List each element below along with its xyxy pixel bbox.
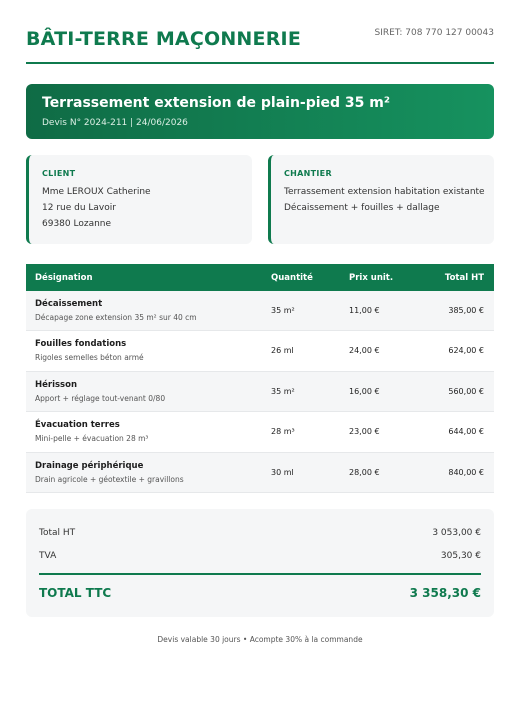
- item-quantity: 35 m²: [271, 306, 295, 315]
- item-total: 840,00 €: [448, 467, 484, 477]
- col-quantity: Quantité: [271, 273, 313, 283]
- item-description: Décapage zone extension 35 m² sur 40 cm: [35, 313, 197, 322]
- site-line-1: Terrassement extension habitation existante: [284, 187, 485, 197]
- quote-number-date: Devis N° 2024-211 | 24/06/2026: [42, 118, 188, 128]
- item-name: Décaissement: [35, 299, 103, 309]
- item-unit-price: 23,00 €: [349, 427, 380, 437]
- quote-banner: [26, 84, 494, 139]
- item-unit-price: 24,00 €: [349, 346, 380, 356]
- total-ht-value: 3 053,00 €: [432, 528, 481, 538]
- site-heading: CHANTIER: [284, 169, 332, 178]
- item-description: Drain agricole + géotextile + gravillons: [35, 474, 184, 484]
- item-quantity: 30 ml: [271, 467, 294, 477]
- total-ttc-value: 3 358,30 €: [409, 586, 481, 600]
- client-heading: CLIENT: [42, 169, 76, 178]
- item-name: Fouilles fondations: [35, 339, 127, 350]
- totals-box: [26, 509, 494, 617]
- table-row: [26, 412, 494, 452]
- table-row: [26, 453, 494, 493]
- item-total: 624,00 €: [448, 346, 484, 356]
- tva-value: 305,30 €: [440, 551, 481, 561]
- item-description: Apport + réglage tout-venant 0/80: [35, 393, 166, 403]
- client-card: [26, 155, 252, 244]
- item-name: Évacuation terres: [35, 420, 120, 431]
- item-unit-price: 11,00 €: [349, 306, 380, 315]
- client-name: Mme LEROUX Catherine: [42, 187, 151, 197]
- col-unit-price: Prix unit.: [349, 273, 394, 283]
- header-divider: [26, 62, 494, 64]
- site-card: [268, 155, 494, 244]
- item-unit-price: 16,00 €: [349, 386, 380, 396]
- tva-label: TVA: [39, 551, 57, 561]
- col-designation: Désignation: [35, 273, 93, 283]
- client-street: 12 rue du Lavoir: [42, 203, 116, 213]
- item-quantity: 28 m³: [271, 427, 295, 437]
- document-header: [26, 26, 494, 66]
- table-header: [26, 264, 494, 291]
- site-line-2: Décaissement + fouilles + dallage: [284, 203, 440, 213]
- table-row: [26, 372, 494, 412]
- totals-divider: [39, 573, 481, 575]
- item-quantity: 26 ml: [271, 346, 294, 356]
- item-unit-price: 28,00 €: [349, 467, 380, 477]
- item-description: Mini-pelle + évacuation 28 m³: [35, 434, 149, 444]
- item-description: Rigoles semelles béton armé: [35, 353, 144, 363]
- item-total: 644,00 €: [448, 427, 484, 437]
- company-name: BÂTI-TERRE MAÇONNERIE: [26, 28, 301, 50]
- col-total: Total HT: [444, 273, 484, 283]
- table-row: [26, 331, 494, 371]
- siret-number: SIRET: 708 770 127 00043: [374, 28, 494, 38]
- item-name: Drainage périphérique: [35, 460, 144, 471]
- total-ttc-label: TOTAL TTC: [39, 586, 112, 600]
- item-quantity: 35 m²: [271, 386, 295, 396]
- item-name: Hérisson: [35, 379, 77, 390]
- quote-title: Terrassement extension de plain-pied 35 m²: [42, 95, 391, 111]
- table-row: [26, 291, 494, 331]
- total-ht-label: Total HT: [39, 528, 76, 538]
- item-total: 385,00 €: [448, 306, 484, 315]
- item-total: 560,00 €: [448, 386, 484, 396]
- client-city: 69380 Lozanne: [42, 219, 112, 229]
- quote-table: [26, 264, 494, 493]
- footer-note: Devis valable 30 jours • Acompte 30% à la commande: [157, 635, 363, 644]
